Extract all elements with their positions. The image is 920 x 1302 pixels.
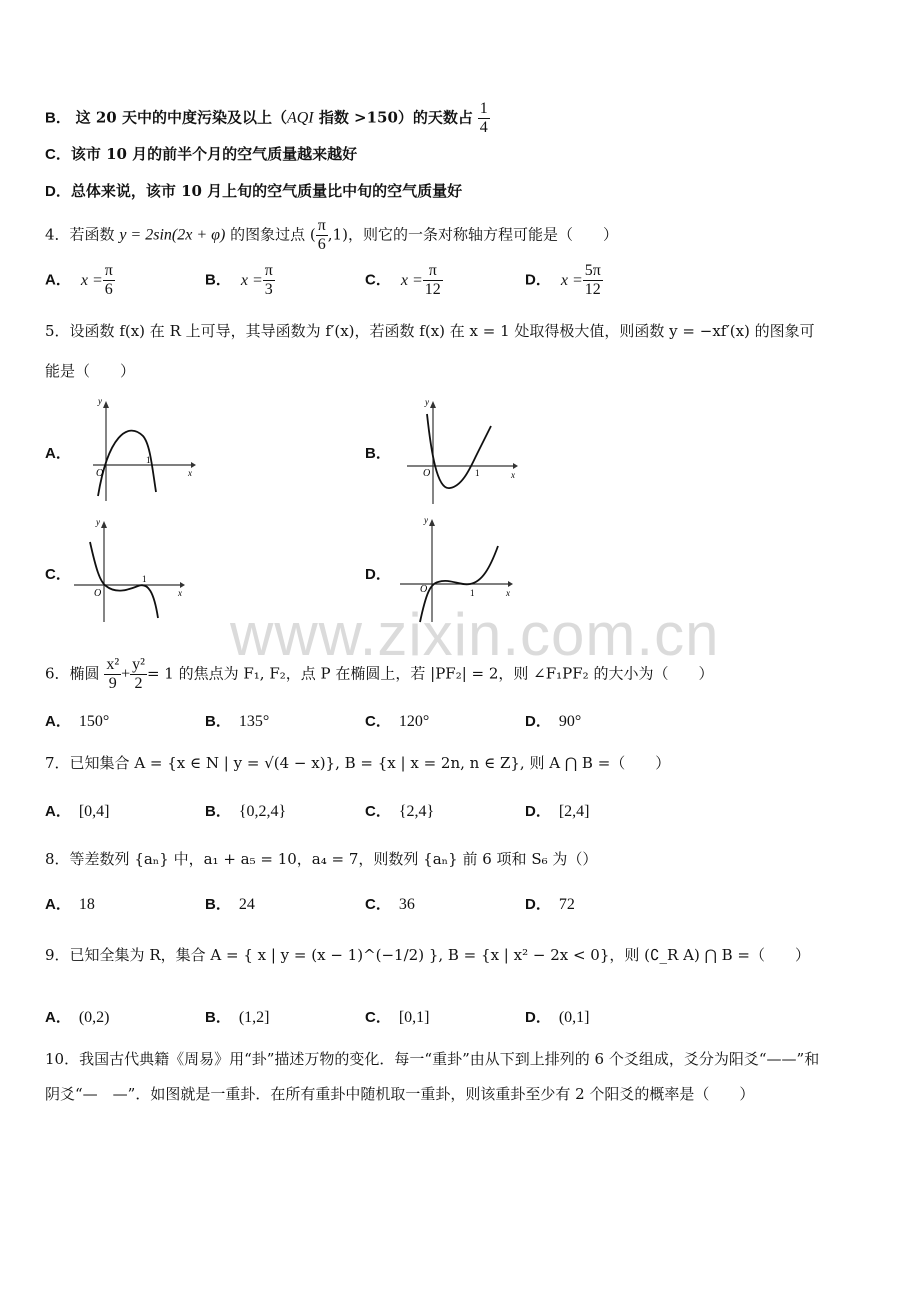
fraction-denominator: 9 [108, 675, 117, 692]
graph-option-b [405, 396, 520, 508]
origin-label: O [94, 588, 102, 599]
q9-option-d [525, 1006, 590, 1027]
fraction-denominator: 6 [317, 236, 326, 253]
option-label: D． [525, 896, 551, 913]
fraction-numerator: 5π [584, 262, 601, 279]
option-label: B． [205, 1009, 231, 1026]
question-text: 阴爻“— —”．如图就是一重卦．在所有重卦中随机取一重卦，则该重卦至少有 2 个阳爻的概率是（ ） [45, 1085, 755, 1103]
option-value: 90° [558, 713, 582, 730]
q6-option-a [45, 710, 109, 731]
option-label: B． [205, 713, 231, 730]
option-value: {2,4} [398, 803, 435, 820]
option-label: C． [365, 713, 391, 730]
option-text: 总体来说，该市 10 月上旬的空气质量比中旬的空气质量好 [70, 182, 463, 200]
q4-option-b [205, 262, 275, 299]
q5-option-a-label: A． [45, 445, 71, 462]
fraction-numerator: y² [132, 656, 145, 673]
q9-option-c [365, 1006, 430, 1027]
axis-x-label: x [506, 588, 510, 598]
question-text: 已知集合 A = {x ∈ N | y = √(4 − x)}, B = {x | x = 2n, n ∈ Z}, 则 A ⋂ B =（ ） [69, 754, 671, 772]
option-text: 这 20 天中的中度污染及以上（ [75, 108, 287, 127]
option-label: A． [45, 1009, 71, 1026]
option-label: D． [525, 803, 551, 820]
option-text: 指数 >150）的天数占 [313, 108, 473, 127]
axis-x-label: x [511, 470, 515, 480]
fraction [583, 262, 603, 299]
q7-option-a [45, 800, 110, 821]
fraction-denominator: 12 [424, 281, 441, 298]
question-text: 我国古代典籍《周易》用“卦”描述万物的变化．每一“重卦”由从下到上排列的 6 个爻组成，爻分为阳爻“——”和 [79, 1050, 820, 1068]
question-text: 设函数 f(x) 在 R 上可导，其导函数为 f′(x)，若函数 f(x) 在 x = 1 处取得极大值，则函数 y = −xf′(x) 的图象可 [69, 322, 815, 340]
question-6 [45, 656, 713, 693]
fraction-denominator: 4 [479, 119, 488, 136]
option-label: B． [45, 109, 71, 127]
axis-y-label: y [425, 397, 429, 407]
question-7 [45, 752, 670, 774]
option-value: [0,1] [398, 1009, 430, 1026]
option-value: (0,2) [78, 1009, 110, 1026]
fraction-numerator: π [423, 262, 443, 281]
q8-option-c [365, 893, 415, 914]
q5-option-c-label: C． [45, 566, 71, 583]
question-5-line1 [45, 320, 815, 342]
q8-option-d [525, 893, 575, 914]
question-text: 若函数 [69, 225, 120, 244]
fraction-numerator: π [104, 262, 113, 279]
fraction [103, 262, 115, 299]
axis-y-label: y [424, 515, 428, 525]
tick-label: 1 [475, 468, 480, 478]
q7-option-c [365, 800, 434, 821]
option-lhs: x = [80, 271, 103, 289]
axis-y-label: y [96, 517, 100, 527]
option-value: 24 [238, 896, 255, 913]
question-9 [45, 944, 810, 966]
axis-y-label: y [98, 396, 102, 406]
option-label: C． [365, 803, 391, 820]
origin-label: O [96, 468, 104, 479]
question-number: 7． [45, 754, 70, 772]
fraction [130, 656, 147, 693]
fraction-numerator: π [264, 262, 273, 279]
question-5-line2 [45, 360, 135, 382]
option-text: 该市 10 月的前半个月的空气质量越来越好 [70, 145, 358, 163]
question-number: 8． [45, 850, 70, 868]
origin-label: O [420, 584, 428, 595]
q3-option-b [45, 100, 490, 137]
tick-label: 1 [146, 455, 151, 465]
option-label: B． [205, 803, 231, 820]
fraction-denominator: 3 [264, 281, 273, 298]
question-10-line1 [45, 1048, 819, 1070]
axis-x-label: x [188, 468, 192, 478]
fraction-denominator: 2 [134, 675, 143, 692]
fraction [104, 656, 121, 693]
option-label: B． [205, 271, 231, 289]
graph-option-c [72, 514, 192, 626]
option-value: 150° [78, 713, 110, 730]
option-label: A． [45, 271, 71, 289]
option-label: A． [45, 713, 71, 730]
q3-option-d [45, 180, 462, 203]
option-value: 72 [558, 896, 575, 913]
plus-sign: + [121, 665, 131, 683]
option-lhs: x = [400, 271, 423, 289]
option-value: [0,4] [78, 803, 110, 820]
option-label: C． [365, 1009, 391, 1026]
option-label: A． [45, 803, 71, 820]
q3-option-c [45, 143, 357, 166]
q6-option-d [525, 710, 581, 731]
question-number: 10． [45, 1050, 80, 1068]
watermark: www.zixin.com.cn [230, 601, 720, 668]
aqi-symbol: AQI [286, 109, 314, 127]
question-text: 的图象过点 ( [225, 225, 316, 244]
q7-option-d [525, 800, 590, 821]
option-label: B． [205, 896, 231, 913]
option-label: C． [45, 146, 71, 163]
question-text: 已知全集为 R，集合 A = { x | y = (x − 1)^(−1/2) }, B = {x | x² − 2x < 0}，则 (∁_R A) ⋂ B =（ ） [69, 946, 810, 964]
q9-option-b [205, 1006, 270, 1027]
question-text: ,1)，则它的一条对称轴方程可能是（ ） [327, 225, 618, 244]
tick-label: 1 [470, 588, 475, 598]
option-label: A． [45, 896, 71, 913]
fraction-numerator: x² [106, 656, 120, 673]
tick-label: 1 [142, 574, 147, 584]
question-number: 5． [45, 322, 70, 340]
option-value: 18 [78, 896, 95, 913]
option-value: (1,2] [238, 1009, 270, 1026]
option-value: {0,2,4} [238, 803, 287, 820]
option-lhs: x = [560, 271, 583, 289]
option-label: D． [45, 183, 71, 200]
question-number: 9． [45, 946, 70, 964]
question-8 [45, 848, 597, 870]
q4-option-c [365, 262, 443, 299]
q9-option-a [45, 1006, 110, 1027]
option-lhs: x = [240, 271, 263, 289]
fraction-numerator: 1 [479, 100, 488, 117]
fraction [478, 100, 490, 137]
fraction-numerator: π [317, 217, 326, 234]
fraction [263, 262, 275, 299]
option-value: 120° [398, 713, 430, 730]
q8-option-b [205, 893, 255, 914]
option-label: D． [525, 1009, 551, 1026]
option-label: D． [525, 713, 551, 730]
function-expr: y = 2sin(2x + φ) [119, 226, 226, 244]
option-label: C． [365, 271, 391, 289]
option-label: C． [365, 896, 391, 913]
question-4 [45, 217, 618, 254]
graph-option-a [88, 396, 198, 506]
question-number: 4． [45, 225, 70, 244]
fraction [423, 262, 443, 299]
option-value: (0,1] [558, 1009, 590, 1026]
fraction-denominator: 12 [584, 281, 601, 298]
q7-option-b [205, 800, 286, 821]
question-text: = 1 的焦点为 F₁, F₂，点 P 在椭圆上，若 |PF₂| = 2，则 ∠F₁PF₂ 的大小为（ ） [146, 664, 714, 683]
axis-x-label: x [178, 588, 182, 598]
q6-option-c [365, 710, 429, 731]
q4-option-a [45, 262, 115, 299]
q5-option-b-label: B． [365, 445, 391, 462]
question-10-line2 [45, 1083, 754, 1105]
q6-option-b [205, 710, 269, 731]
question-number: 6． [45, 664, 70, 683]
fraction [316, 217, 328, 254]
question-text: 能是（ ） [45, 362, 136, 380]
q5-option-d-label: D． [365, 566, 391, 583]
q8-option-a [45, 893, 95, 914]
question-text: 等差数列 {aₙ} 中，a₁ + a₅ = 10，a₄ = 7，则数列 {aₙ} 前 6 项和 S₆ 为（） [69, 850, 598, 868]
option-value: 36 [398, 896, 415, 913]
question-text: 椭圆 [69, 664, 105, 683]
fraction-denominator: 6 [104, 281, 113, 298]
option-value: [2,4] [558, 803, 590, 820]
option-label: D． [525, 271, 551, 289]
q4-option-d [525, 262, 603, 299]
option-value: 135° [238, 713, 270, 730]
origin-label: O [423, 468, 431, 479]
